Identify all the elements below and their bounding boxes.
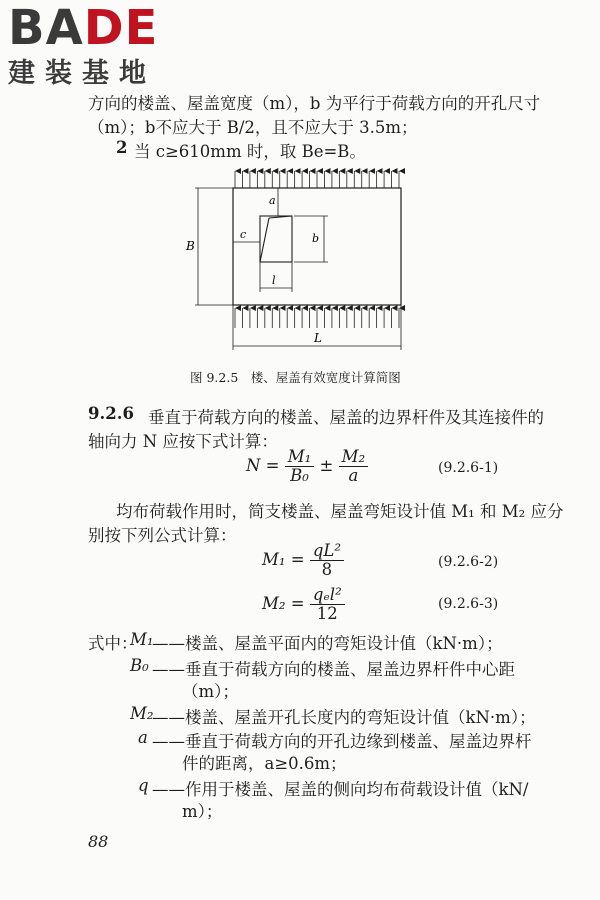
eq1-frac1-num: M₁ bbox=[285, 448, 315, 467]
section-line-1: 垂直于荷载方向的楼盖、屋盖的边界杆件及其连接件的 bbox=[148, 408, 544, 427]
intro-line-1: 方向的楼盖、屋盖宽度（m），b 为平行于荷载方向的开孔尺寸 bbox=[88, 94, 541, 113]
opening bbox=[260, 216, 292, 262]
definitions-intro: 式中： bbox=[88, 634, 138, 653]
def-B0-line-1: ——垂直于荷载方向的楼盖、屋盖边界杆件中心距 bbox=[152, 660, 515, 679]
eq2-fraction bbox=[310, 542, 344, 579]
label-B: B bbox=[186, 239, 195, 253]
equation-9-2-6-3 bbox=[262, 586, 345, 623]
eq1-frac1-den: B₀ bbox=[290, 466, 309, 486]
eq3-fraction bbox=[310, 586, 345, 623]
label-l: l bbox=[272, 274, 276, 287]
figure-caption: 图 9.2.5 楼、屋盖有效宽度计算简图 bbox=[190, 370, 401, 385]
def-sym-B0 bbox=[130, 656, 149, 675]
eq3-den: 12 bbox=[316, 604, 338, 624]
eq2-lhs: M₁ = bbox=[262, 550, 305, 570]
def-B0-symbol: B₀ bbox=[130, 656, 149, 675]
equation-9-2-6-2 bbox=[262, 542, 344, 579]
eq2-num: qL² bbox=[310, 542, 344, 561]
def-q-line-2: m）； bbox=[182, 802, 223, 821]
eq3-number: (9.2.6-3) bbox=[438, 596, 499, 612]
dimension-B bbox=[195, 188, 233, 305]
label-b: b bbox=[312, 232, 320, 245]
def-q-line-1: ——作用于楼盖、屋盖的侧向均布荷载设计值（kN/ bbox=[152, 780, 529, 799]
figure-9-2-5 bbox=[180, 168, 420, 358]
eq3-lhs: M₂ = bbox=[262, 594, 305, 614]
logo-accent-letters: DE bbox=[83, 0, 159, 56]
eq1-frac2-den: a bbox=[348, 466, 359, 486]
brand-logo bbox=[8, 0, 159, 89]
section-number: 9.2.6 bbox=[88, 404, 134, 423]
def-B0-line-2: （m）； bbox=[182, 682, 239, 701]
dimension-l bbox=[260, 262, 292, 292]
def-a-line-2: 件的距离，a≥0.6m； bbox=[182, 754, 347, 773]
top-load-arrows bbox=[235, 171, 399, 188]
bottom-load-arrows bbox=[235, 308, 399, 328]
section-line-2: 轴向力 N 应按下式计算： bbox=[88, 432, 278, 451]
def-q-symbol: q bbox=[138, 776, 149, 795]
equation-9-2-6-1 bbox=[246, 448, 368, 485]
item-2-number: 2 bbox=[116, 138, 128, 157]
label-a: a bbox=[269, 194, 276, 207]
item-2-text: 当 c≥610mm 时，取 Be=B。 bbox=[134, 142, 366, 161]
page-number: 88 bbox=[88, 832, 109, 851]
eq1-number: (9.2.6-1) bbox=[438, 460, 499, 476]
logo-subtitle: 建装基地 bbox=[8, 58, 156, 89]
eq3-num: qₑl² bbox=[310, 586, 345, 605]
uniform-load-line-1: 均布荷载作用时，简支楼盖、屋盖弯矩设计值 M₁ 和 M₂ 应分 bbox=[116, 502, 564, 521]
label-L: L bbox=[314, 331, 322, 345]
def-M2-symbol: M₂ bbox=[130, 704, 154, 723]
def-sym-M2 bbox=[130, 704, 154, 723]
slab-outline bbox=[233, 188, 401, 305]
intro-line-2: （m）；b不应大于 B/2，且不应大于 3.5m； bbox=[88, 118, 418, 137]
eq2-number: (9.2.6-2) bbox=[438, 554, 499, 570]
eq2-den: 8 bbox=[321, 560, 333, 580]
def-a-line-1: ——垂直于荷载方向的开孔边缘到楼盖、屋盖边界杆 bbox=[152, 732, 532, 751]
label-c: c bbox=[240, 228, 247, 241]
def-M1-symbol: M₁ bbox=[130, 630, 154, 649]
logo-text: BADE bbox=[8, 0, 159, 56]
def-sym-q bbox=[138, 776, 149, 795]
def-sym-M1 bbox=[130, 630, 154, 649]
def-M2-line-1: ——楼盖、屋盖开孔长度内的弯矩设计值（kN·m）； bbox=[152, 708, 536, 727]
def-a-symbol: a bbox=[138, 728, 148, 747]
eq1-fraction-1 bbox=[285, 448, 315, 485]
uniform-load-line-2: 别按下列公式计算： bbox=[88, 526, 237, 545]
eq1-frac2-num: M₂ bbox=[339, 448, 369, 467]
eq1-operator: ± bbox=[319, 456, 334, 476]
eq1-fraction-2 bbox=[339, 448, 369, 485]
dimension-b bbox=[294, 216, 328, 262]
def-sym-a bbox=[138, 728, 148, 747]
def-M1-line-1: ——楼盖、屋盖平面内的弯矩设计值（kN·m）； bbox=[152, 634, 503, 653]
eq1-lhs: N = bbox=[246, 456, 280, 476]
